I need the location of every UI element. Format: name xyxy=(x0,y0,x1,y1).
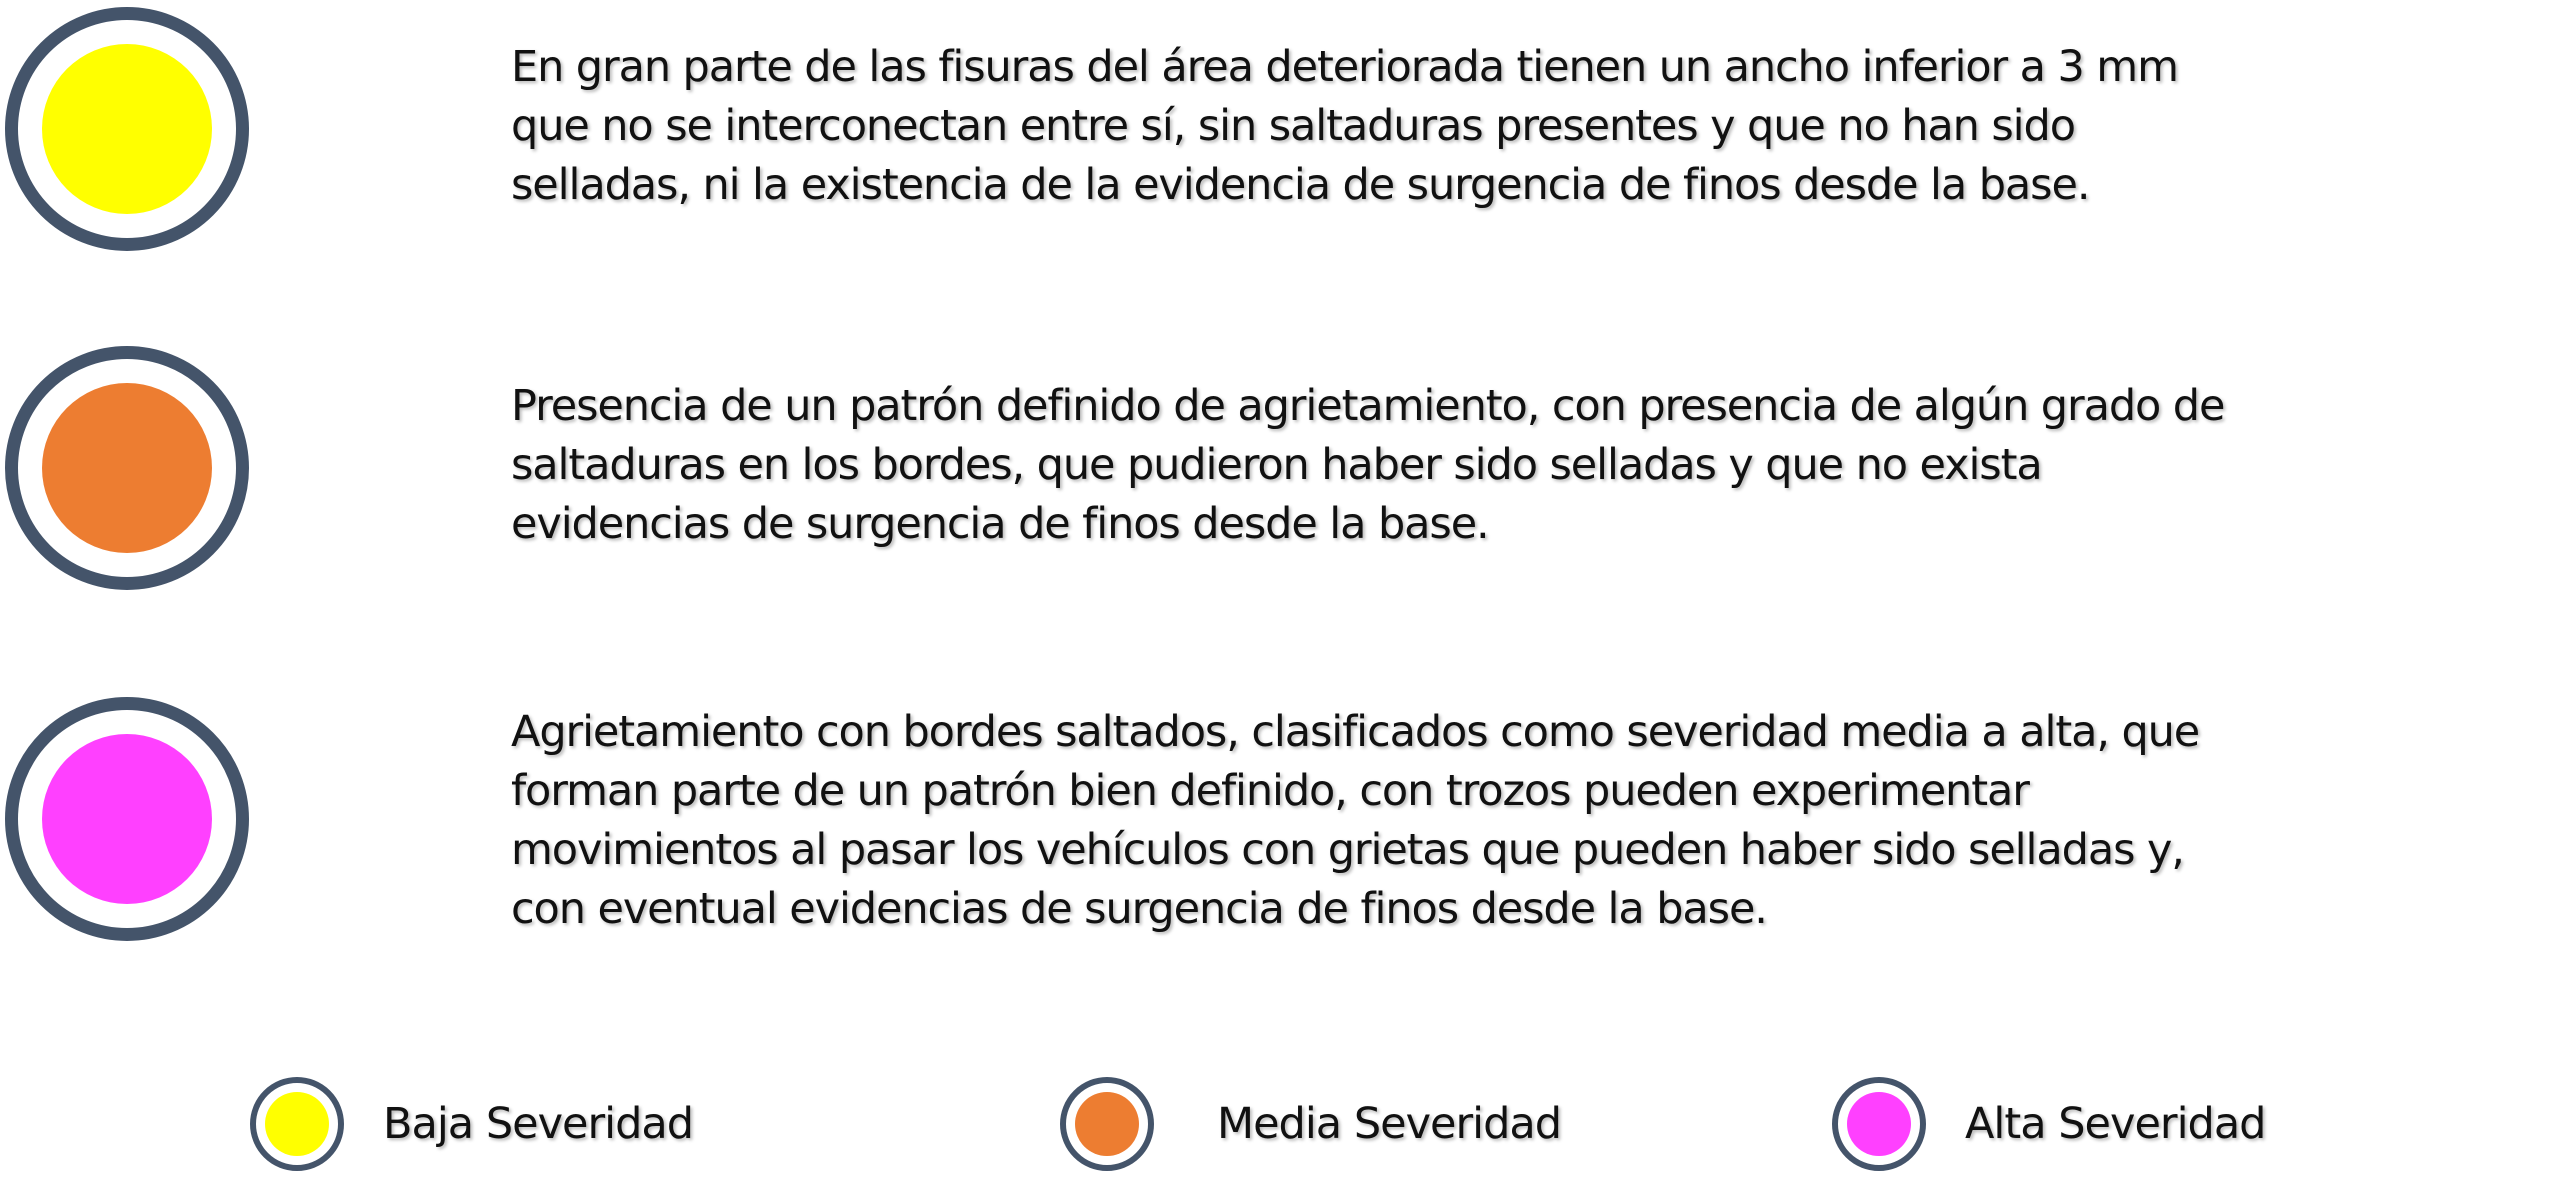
legend-orange-circle-icon xyxy=(1060,1077,1154,1171)
medium-severity-description: Presencia de un patrón definido de agrietamiento, con presencia de algún grado de saltaduras en los bordes, que pudieron haber sido selladas y que no exista evidencias de surgencia de finos desde la base. xyxy=(511,381,2225,549)
low-severity-fill xyxy=(42,44,212,214)
high-severity-circle-icon xyxy=(5,697,249,941)
legend-high-fill xyxy=(1847,1092,1911,1156)
low-severity-circle-icon xyxy=(5,7,249,251)
high-severity-description: Agrietamiento con bordes saltados, clasificados como severidad media a alta, que forman parte de un patrón bien definido, con trozos pueden experimentar movimientos al pasar los vehículos con grietas que pueden haber sido selladas y, con eventual evidencias de surgencia de finos desde la base. xyxy=(511,707,2200,934)
legend-label-medium: Media Severidad xyxy=(1217,1099,1562,1149)
high-severity-fill xyxy=(42,734,212,904)
legend-label-low: Baja Severidad xyxy=(383,1099,694,1149)
legend-medium-fill xyxy=(1075,1092,1139,1156)
low-severity-description: En gran parte de las fisuras del área deteriorada tienen un ancho inferior a 3 mm que no se interconectan entre sí, sin saltaduras presentes y que no han sido selladas, ni la existencia de la evidencia de surgencia de finos desde la base. xyxy=(511,42,2178,210)
legend-low-fill xyxy=(265,1092,329,1156)
legend-yellow-circle-icon xyxy=(250,1077,344,1171)
medium-severity-circle-icon xyxy=(5,346,249,590)
legend-magenta-circle-icon xyxy=(1832,1077,1926,1171)
medium-severity-fill xyxy=(42,383,212,553)
legend-label-high: Alta Severidad xyxy=(1965,1099,2266,1149)
